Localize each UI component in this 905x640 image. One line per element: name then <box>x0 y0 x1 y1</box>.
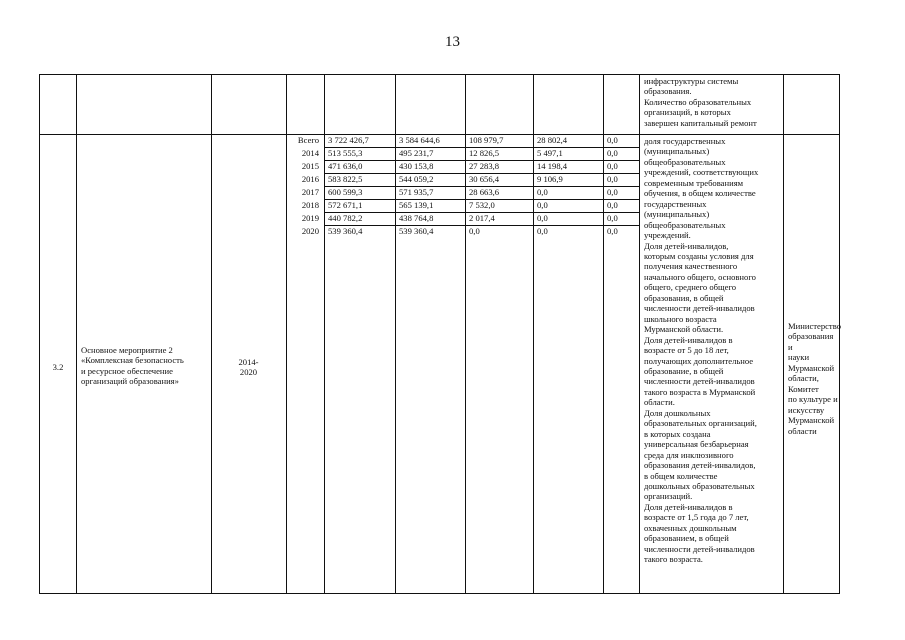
local-cell: 9 106,9 <box>537 174 563 184</box>
col-divider <box>211 75 212 593</box>
col-divider <box>603 75 604 593</box>
local-cell: 14 198,4 <box>537 161 568 171</box>
year-cell: 2017 <box>301 187 319 197</box>
col-divider <box>395 75 396 593</box>
responsible-line: Мурманской <box>788 415 835 426</box>
total-cell: 3 722 426,7 <box>328 135 369 145</box>
responsible-line: образования и <box>788 331 834 352</box>
federal-cell: 430 153,8 <box>399 161 434 171</box>
responsible-line: науки Мурманской <box>788 352 835 373</box>
year-cell: Всего <box>297 135 319 145</box>
year-cell: 2019 <box>301 213 319 223</box>
total-cell: 583 822,5 <box>328 174 363 184</box>
responsible-line: искусству <box>788 404 825 415</box>
local-cell: 5 497,1 <box>537 148 563 158</box>
col-divider <box>533 75 534 593</box>
col-divider <box>783 75 784 593</box>
regional-cell: 28 663,6 <box>469 187 500 197</box>
other-cell: 0,0 <box>607 187 618 197</box>
federal-cell: 544 059,2 <box>399 174 434 184</box>
federal-cell: 565 139,1 <box>399 200 434 210</box>
local-cell: 28 802,4 <box>537 135 568 145</box>
total-cell: 572 671,1 <box>328 200 363 210</box>
activity-name <box>81 345 211 387</box>
period-line: 2014- <box>238 357 259 367</box>
year-cell: 2020 <box>301 226 319 236</box>
regional-cell: 0,0 <box>469 226 480 236</box>
other-cell: 0,0 <box>607 174 618 184</box>
local-cell: 0,0 <box>537 213 548 223</box>
activity-name-line: организаций образования» <box>81 376 179 387</box>
activity-name-line: и ресурсное обеспечение <box>81 365 173 376</box>
federal-cell: 495 231,7 <box>399 148 434 158</box>
other-cell: 0,0 <box>607 161 618 171</box>
responsible-line: области, Комитет <box>788 373 819 394</box>
row-number: 3.2 <box>52 362 64 372</box>
responsible-line: по культуре и <box>788 394 838 405</box>
col-divider <box>286 75 287 593</box>
regional-cell: 30 656,4 <box>469 174 500 184</box>
local-cell: 0,0 <box>537 226 548 236</box>
other-cell: 0,0 <box>607 200 618 210</box>
regional-cell: 12 826,5 <box>469 148 500 158</box>
year-cell: 2018 <box>301 200 319 210</box>
other-cell: 0,0 <box>607 148 618 158</box>
period <box>211 357 286 378</box>
federal-cell: 571 935,7 <box>399 187 434 197</box>
regional-cell: 108 979,7 <box>469 135 504 145</box>
responsible-line: области <box>788 425 817 436</box>
activity-name-line: «Комплексная безопасность <box>81 355 184 366</box>
page-number: 13 <box>445 34 460 50</box>
total-cell: 600 599,3 <box>328 187 363 197</box>
federal-cell: 539 360,4 <box>399 226 434 236</box>
year-cell: 2015 <box>301 161 319 171</box>
federal-cell: 3 584 644,6 <box>399 135 440 145</box>
col-divider <box>76 75 77 593</box>
total-cell: 513 555,3 <box>328 148 363 158</box>
indicators-text: доля государственных (муниципальных) общеобразовательных учреждений, соответствующих современным требованиям обучения, в общем количестве государственных (муниципальных) общеобразовательных учреждений. Доля детей-инвалидов, которым созданы условия для получения качественного начального общего, основного общего, среднего общего образования, в общей численности детей-инвалидов школьного возраста Мурманской области. Доля детей-инвалидов в возрасте от 5 до 18 лет, получающих дополнительное образование, в общей численности детей-инвалидов такого возраста в Мурманской области. Доля дошкольных образовательных организаций, в которых создана универсальная безбарьерная среда для инклюзивного образования детей-инвалидов, в общем количестве дошкольных образовательных организаций. Доля детей-инвалидов в возрасте от 1,5 года до 7 лет, охваченных дошкольным образованием, в общей численности детей-инвалидов такого возраста. <box>644 136 759 565</box>
activity-name-line: Основное мероприятие 2 <box>81 345 173 355</box>
period-line: 2020 <box>239 367 258 378</box>
regional-cell: 2 017,4 <box>469 213 495 223</box>
responsible-line: Министерство <box>788 321 841 331</box>
total-cell: 440 782,2 <box>328 213 363 223</box>
responsible <box>788 321 840 436</box>
total-cell: 471 636,0 <box>328 161 363 171</box>
local-cell: 0,0 <box>537 187 548 197</box>
year-cell: 2014 <box>301 148 319 158</box>
year-cell: 2016 <box>301 174 319 184</box>
other-cell: 0,0 <box>607 226 618 236</box>
local-cell: 0,0 <box>537 200 548 210</box>
col-divider <box>465 75 466 593</box>
federal-cell: 438 764,8 <box>399 213 434 223</box>
total-cell: 539 360,4 <box>328 226 363 236</box>
program-table <box>39 74 840 594</box>
col-divider <box>639 75 640 593</box>
regional-cell: 27 283,8 <box>469 161 500 171</box>
other-cell: 0,0 <box>607 213 618 223</box>
prev-row-indicators: инфраструктуры системы образования. Количество образовательных организаций, в которых завершен капитальный ремонт <box>644 76 757 128</box>
col-divider <box>324 75 325 593</box>
regional-cell: 7 532,0 <box>469 200 495 210</box>
other-cell: 0,0 <box>607 135 618 145</box>
